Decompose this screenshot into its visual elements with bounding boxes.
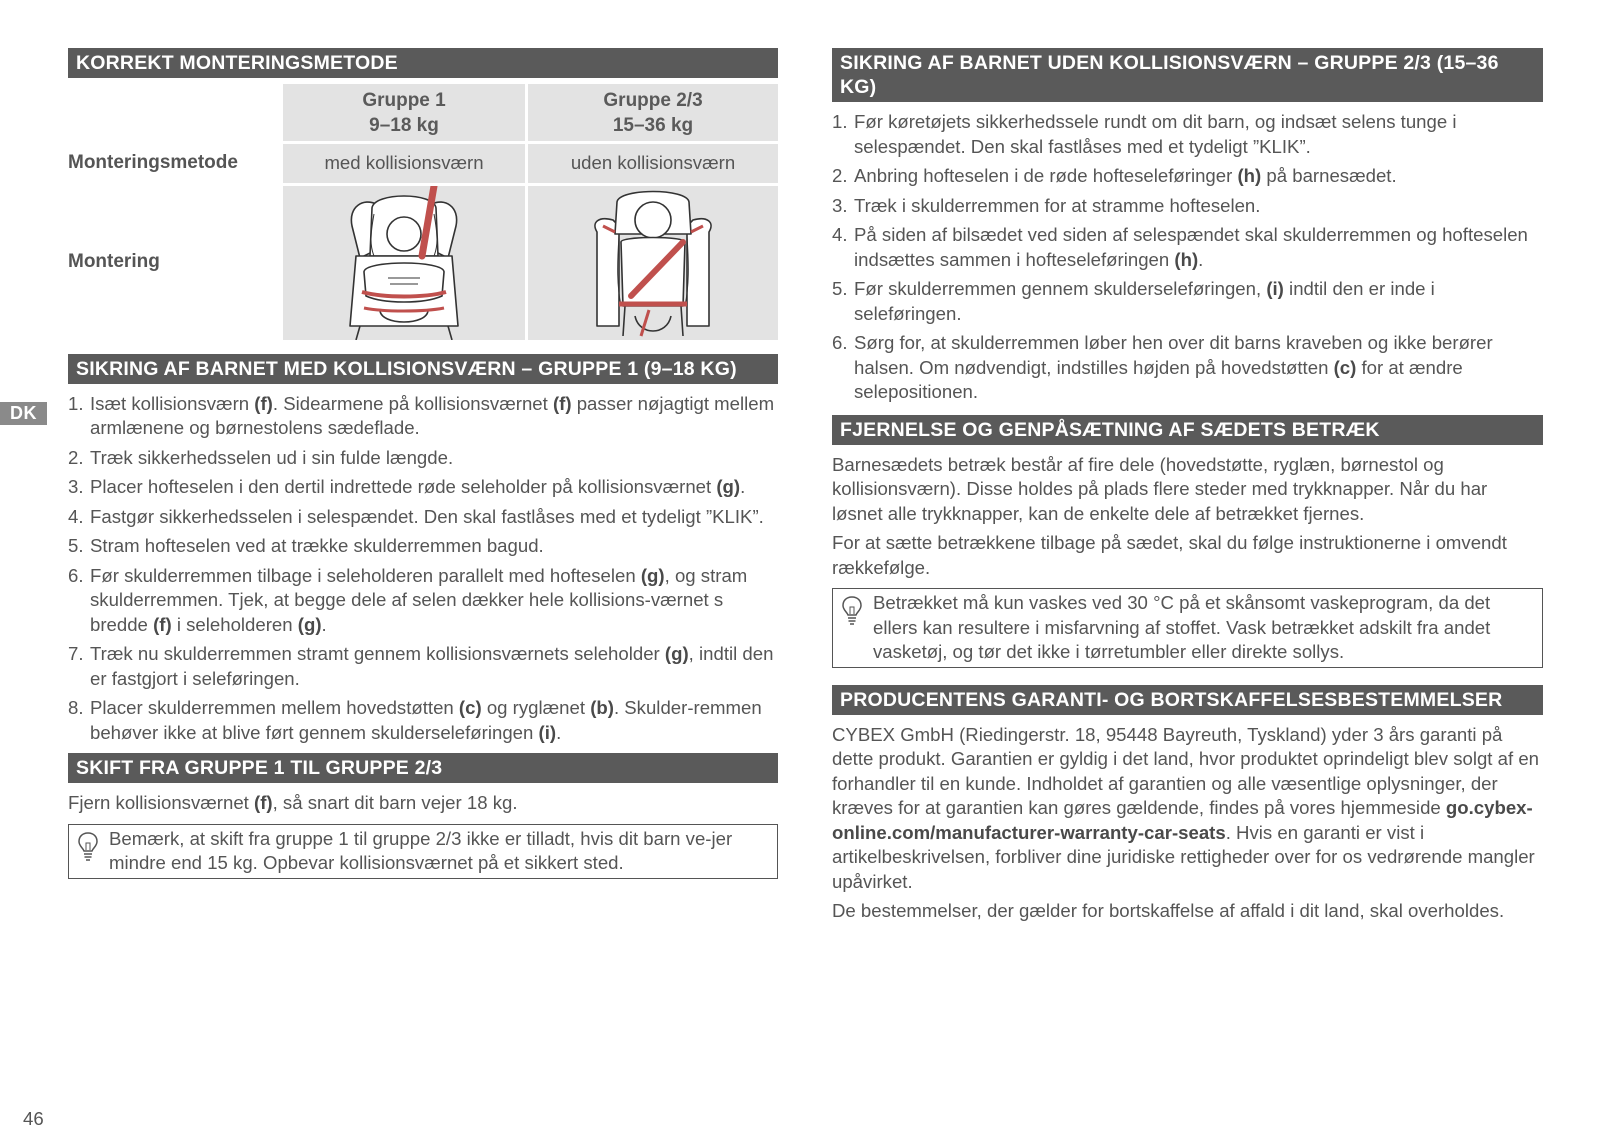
note-text: Betrækket må kun vaskes ved 30 °C på et skånsomt vaskeprogram, da det ellers kan resultere i misfarvning af stoffet. Vask betrækket adskilt fra andet vasketøj, og tør det ikke i tørretumbler eller direkte sollys. bbox=[873, 592, 1491, 662]
list-item: 6. Sørg for, at skulderremmen løber hen over dit barns kraveben og ikke berører halsen. Om nødvendigt, indstilles højden på hovedstøtten (c) for at ændre selepositionen. bbox=[832, 332, 1493, 402]
group1-weight: 9–18 kg bbox=[369, 115, 439, 136]
impact-shield-section-title: SIKRING AF BARNET MED KOLLISIONSVÆRN – GRUPPE 1 (9–18 KG) bbox=[68, 354, 778, 384]
group1-method: med kollisionsværn bbox=[283, 144, 525, 183]
cover-paragraph-1: Barnesædets betræk består af fire dele (hovedstøtte, ryglæn, børnestol og kollisionsværn). Disse holdes på plads flere steder med trykknapper. Når du har løsnet alle trykknapper, kan de enkelte dele af betrækket fjernes. bbox=[832, 453, 1488, 524]
list-item: 4. På siden af bilsædet ved siden af selespændet skal skulderremmen og hofteselen indsættes sammen i hofteseleføringen (h). bbox=[832, 224, 1528, 270]
cover-paragraph-2: For at sætte betrækkene tilbage på sædet, skal du følge instruktionerne i omvendt rækkefølge. bbox=[832, 532, 1507, 578]
switch-group-note bbox=[68, 824, 778, 879]
list-item: 1. Isæt kollisionsværn (f). Sidearmene på kollisionsværnet (f) passer nøjagtigt mellem armlænene og børnestolens sædeflade. bbox=[68, 392, 775, 438]
row-label-method: Monteringsmetode bbox=[68, 152, 238, 173]
list-item: 2. Træk sikkerhedsselen ud i sin fulde længde. bbox=[68, 446, 454, 468]
list-item: 3. Placer hofteselen i den dertil indrettede røde seleholder på kollisionsværnet (g). bbox=[68, 476, 746, 497]
switch-group-section-title: SKIFT FRA GRUPPE 1 TIL GRUPPE 2/3 bbox=[68, 753, 778, 783]
page-number: 46 bbox=[23, 1108, 44, 1129]
lightbulb-icon bbox=[77, 831, 99, 868]
group23-weight: 15–36 kg bbox=[612, 115, 694, 136]
note-text: Bemærk, at skift fra gruppe 1 til gruppe 2/3 ikke er tilladt, hvis dit barn ve-jer mindre end 15 kg. Opbevar kollisionsværnet på et sikkert sted. bbox=[109, 827, 733, 873]
cover-section-title: FJERNELSE OG GENPÅSÆTNING AF SÆDETS BETRÆK bbox=[832, 415, 1543, 445]
list-item: 5. Før skulderremmen gennem skulderseleføringen, (i) indtil den er inde i seleføringen. bbox=[832, 278, 1435, 324]
left-column bbox=[68, 48, 778, 879]
washing-note bbox=[832, 588, 1543, 668]
list-item: 2. Anbring hofteselen i de røde hofteseleføringer (h) på barnesædet. bbox=[832, 165, 1397, 186]
without-shield-section-title: SIKRING AF BARNET UDEN KOLLISIONSVÆRN – GRUPPE 2/3 (15–36 KG) bbox=[832, 48, 1543, 102]
list-item: 5. Stram hofteselen ved at trække skulderremmen bagud. bbox=[68, 535, 544, 556]
warranty-paragraph-2: De bestemmelser, der gælder for bortskaffelse af affald i dit land, skal overholdes. bbox=[832, 900, 1505, 921]
list-item: 8. Placer skulderremmen mellem hovedstøtten (c) og ryglænet (b). Skulder-remmen behøver ikke at blive ført gennem skulderseleføringen (i). bbox=[68, 697, 762, 743]
impact-shield-steps bbox=[68, 392, 778, 746]
group1-illustration bbox=[283, 186, 525, 340]
group23-header bbox=[528, 84, 778, 141]
list-item: 4. Fastgør sikkerhedsselen i selespændet. Den skal fastlåses med et tydeligt ”KLIK”. bbox=[68, 505, 764, 527]
without-shield-steps bbox=[832, 110, 1543, 405]
row-label-mounting: Montering bbox=[68, 251, 160, 273]
mounting-method-table bbox=[65, 81, 781, 343]
seat-with-impact-shield-illustration bbox=[334, 186, 474, 340]
group1-header bbox=[283, 84, 525, 141]
list-item: 1. Før køretøjets sikkerhedssele rundt om dit barn, og indsæt selens tunge i selespændet. Den skal fastlåses med et tydeligt ”KLIK”. bbox=[832, 111, 1457, 157]
warranty-section-title: PRODUCENTENS GARANTI- OG BORTSKAFFELSESBESTEMMELSER bbox=[832, 685, 1543, 715]
language-tab: DK bbox=[0, 402, 47, 425]
warranty-link[interactable]: go.cybex-online.com/manufacturer-warranty-car-seats bbox=[832, 797, 1533, 843]
method-section-title: KORREKT MONTERINGSMETODE bbox=[68, 48, 778, 78]
list-item: 3. Træk i skulderremmen for at stramme hofteselen. bbox=[832, 194, 1261, 216]
seat-without-impact-shield-illustration bbox=[583, 186, 723, 340]
switch-group-text: Fjern kollisionsværnet (f), så snart dit barn vejer 18 kg. bbox=[68, 792, 518, 813]
list-item: 7. Træk nu skulderremmen stramt gennem kollisionsværnets seleholder (g), indtil den er fastgjort i seleføringen. bbox=[68, 643, 774, 689]
right-column bbox=[832, 48, 1543, 929]
lightbulb-icon bbox=[841, 595, 863, 632]
list-item: 6. Før skulderremmen tilbage i seleholderen parallelt med hofteselen (g), og stram skulderremmen. Tjek, at begge dele af selen dækker hele kollisions-værnet s bredde (f) i seleholderen (g). bbox=[68, 564, 748, 635]
group23-name: Gruppe 2/3 bbox=[603, 90, 703, 111]
warranty-paragraph-1: CYBEX GmbH (Riedingerstr. 18, 95448 Bayreuth, Tyskland) yder 3 års garanti på dette produkt. Garantien er gyldig i det land, hvor produktet oprindeligt blev solgt af en forhandler til en kunde. Indholdet af garantien og alle væsentlige oplysninger, der kræves for at garantien kan gøres gældende, findes på vores hjemmeside go.cybex-online.com/manufacturer-warranty-car-seats. Hvis en garanti er vist i artikelbeskrivelsen, forbliver dine juridiske rettigheder over for os vedrørende mangler upåvirket. bbox=[832, 723, 1539, 892]
group23-illustration bbox=[528, 186, 778, 340]
group23-method: uden kollisionsværn bbox=[528, 144, 778, 183]
group1-name: Gruppe 1 bbox=[362, 90, 446, 111]
